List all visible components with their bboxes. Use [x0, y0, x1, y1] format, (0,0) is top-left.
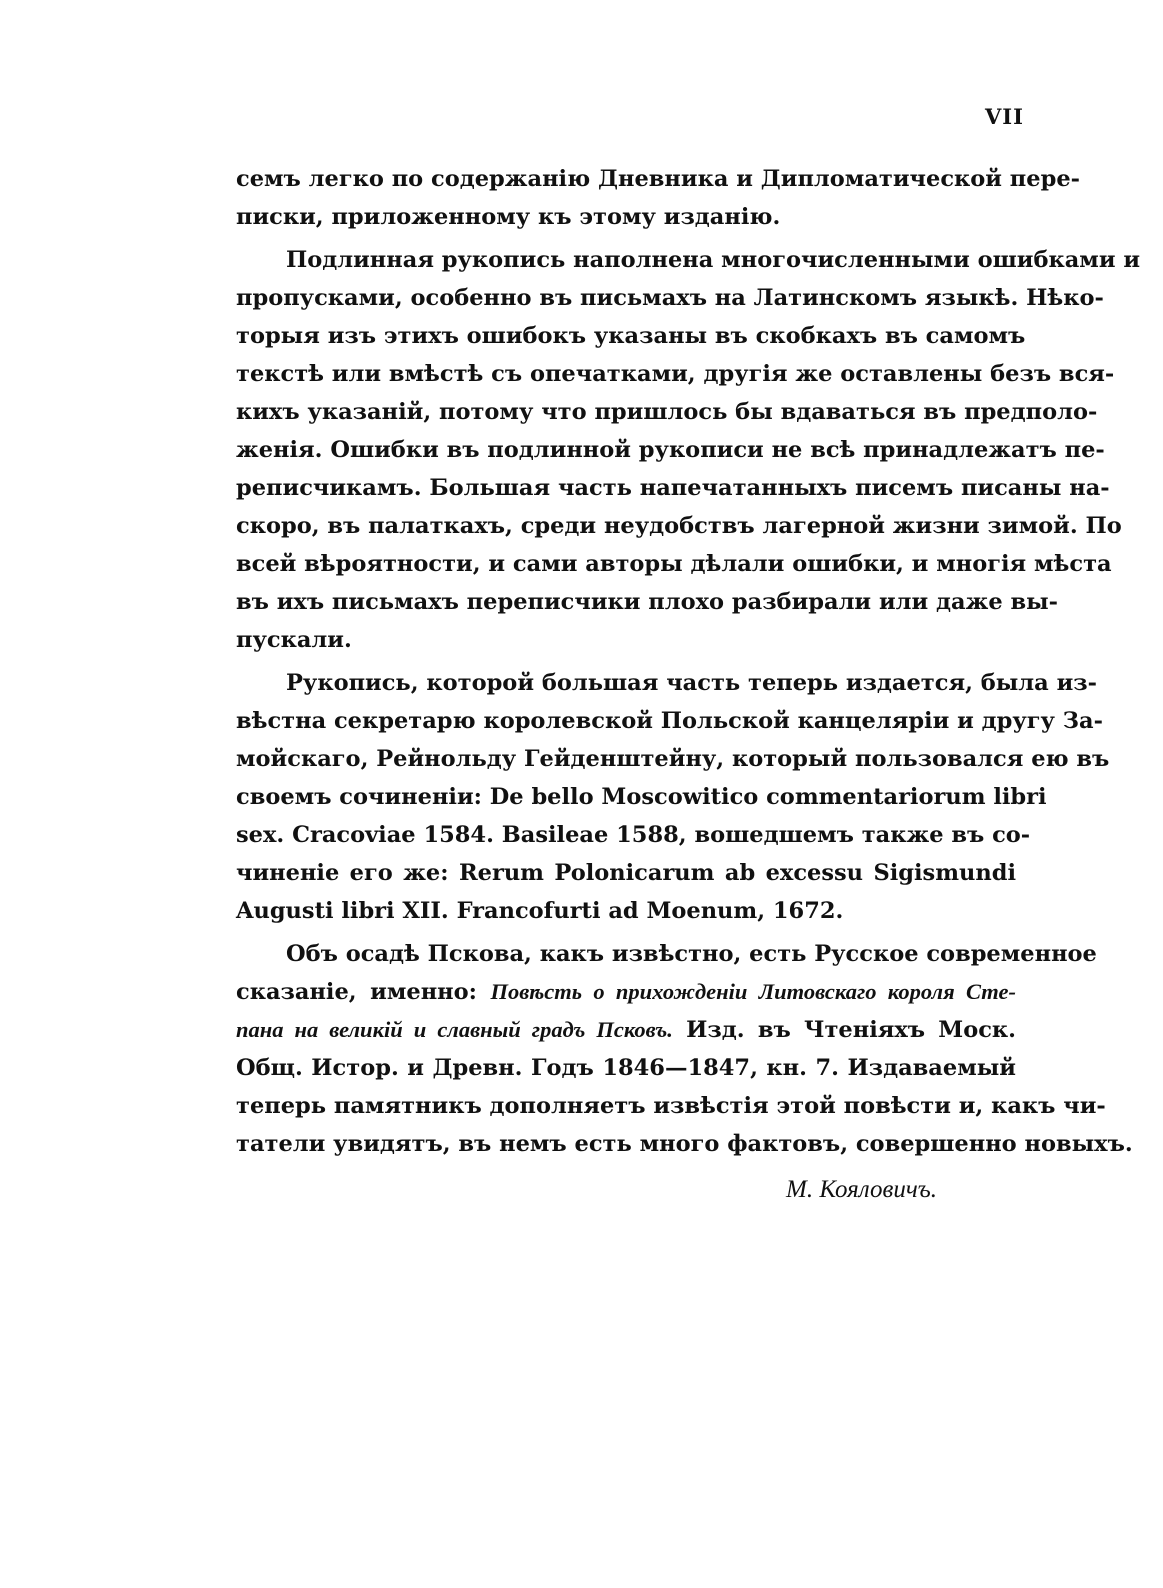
text-line — [236, 1011, 1016, 1049]
text-span: сказаніе, именно: — [236, 979, 491, 1005]
text-line: семъ легко по содержанію Дневника и Дипломатической пере- — [236, 166, 1080, 192]
author-signature: М. Кояловичъ. — [786, 1176, 937, 1203]
text-line: торыя изъ этихъ ошибокъ указаны въ скобкахъ въ самомъ — [236, 323, 1026, 349]
text-line: писки, приложенному къ этому изданію. — [236, 204, 781, 230]
italic-title: Повѣсть о прихожденіи Литовскаго короля Сте- — [490, 979, 1016, 1004]
text-line: всей вѣроятности, и сами авторы дѣлали ошибки, и многія мѣста — [236, 551, 1112, 577]
text-line: текстѣ или вмѣстѣ съ опечатками, другія же оставлены безъ вся- — [236, 361, 1115, 387]
text-line: Объ осадѣ Пскова, какъ извѣстно, есть Русское современное — [286, 941, 1097, 967]
text-line: женія. Ошибки въ подлинной рукописи не всѣ принадлежатъ пе- — [236, 437, 1105, 463]
text-line: sex. Cracoviae 1584. Basileae 1588, вошедшемъ также въ со- — [236, 822, 1031, 848]
text-line: теперь памятникъ дополняетъ извѣстія этой повѣсти и, какъ чи- — [236, 1093, 1106, 1119]
text-line: Подлинная рукопись наполнена многочисленными ошибками и — [286, 247, 1141, 273]
text-line: Рукопись, которой большая часть теперь издается, была из- — [286, 670, 1097, 696]
text-line: пускали. — [236, 627, 352, 653]
text-line: своемъ сочиненіи: De bello Moscowitico commentariorum libri — [236, 784, 1047, 810]
text-line: вѣстна секретарю королевской Польской канцеляріи и другу За- — [236, 708, 1103, 734]
text-line: кихъ указаній, потому что пришлось бы вдаваться въ предполо- — [236, 399, 1098, 425]
text-line: мойскаго, Рейнольду Гейденштейну, который пользовался ею въ — [236, 746, 1110, 772]
text-line: татели увидятъ, въ немъ есть много фактовъ, совершенно новыхъ. — [236, 1131, 1133, 1157]
text-line: Augusti libri XII. Francofurti ad Moenum, 1672. — [236, 898, 844, 924]
text-line: въ ихъ письмахъ переписчики плохо разбирали или даже вы- — [236, 589, 1058, 615]
page-number: VII — [985, 104, 1024, 129]
text-line: скоро, въ палаткахъ, среди неудобствъ лагерной жизни зимой. По — [236, 513, 1122, 539]
text-line: реписчикамъ. Большая часть напечатанныхъ писемъ писаны на- — [236, 475, 1110, 501]
text-line: пропусками, особенно въ письмахъ на Латинскомъ языкѣ. Нѣко- — [236, 285, 1104, 311]
text-line: Общ. Истор. и Древн. Годъ 1846—1847, кн. 7. Издаваемый — [236, 1055, 1016, 1081]
text-line — [236, 973, 1016, 1011]
body-text — [236, 160, 1141, 1163]
italic-title: пана на великій и славный градъ Псковъ. — [236, 1017, 673, 1042]
text-line: чиненіе его же: Rerum Polonicarum ab excessu Sigismundi — [236, 860, 1016, 886]
text-span: Изд. въ Чтеніяхъ Моск. — [672, 1017, 1016, 1043]
